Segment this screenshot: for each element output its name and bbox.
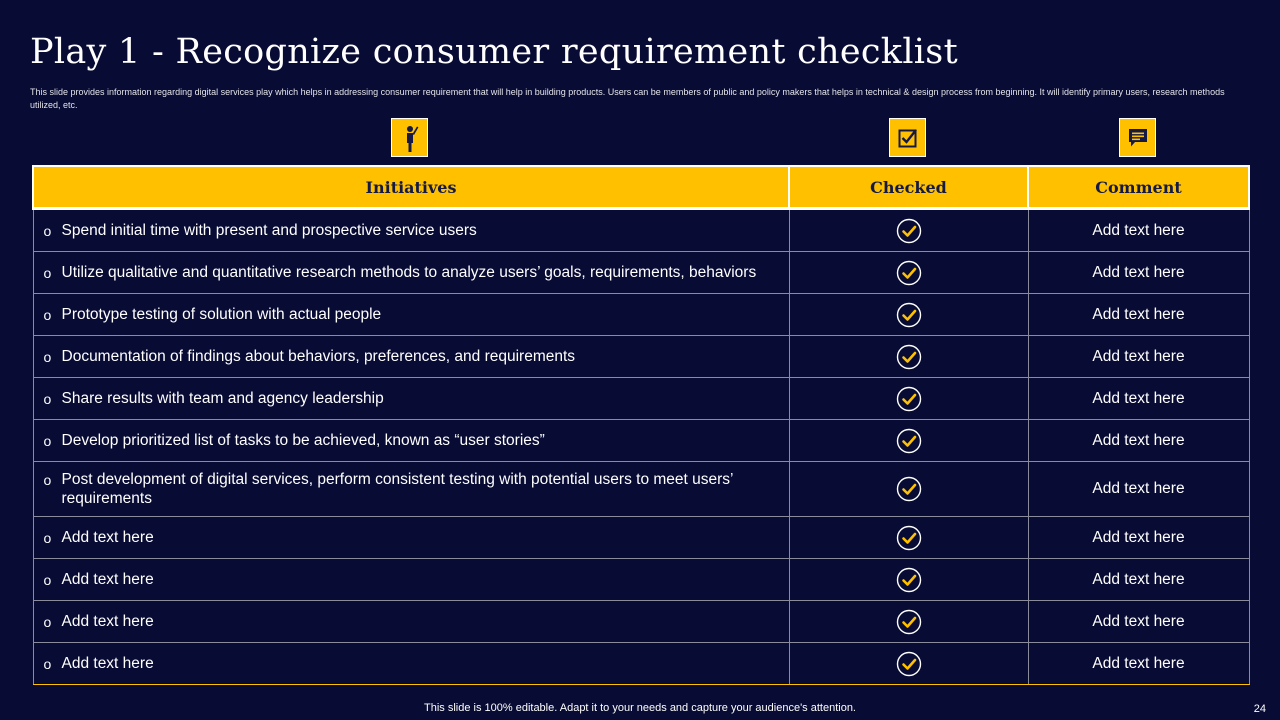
comment-cell: Add text here: [1028, 252, 1249, 294]
comment-cell: Add text here: [1028, 336, 1249, 378]
check-circle-icon: [896, 264, 922, 281]
table-row: [33, 252, 1249, 294]
check-circle-icon: [896, 571, 922, 588]
check-circle-icon: [896, 613, 922, 630]
initiative-cell: [33, 559, 789, 601]
table-row: [33, 294, 1249, 336]
initiative-text: Add text here: [61, 570, 154, 588]
table-row: [33, 336, 1249, 378]
check-circle-icon: [896, 655, 922, 672]
comment-cell: Add text here: [1028, 378, 1249, 420]
bullet-icon: o: [43, 264, 52, 281]
initiative-cell: [33, 336, 789, 378]
header-initiatives: Initiatives: [33, 166, 789, 209]
table-row: [33, 559, 1249, 601]
checked-cell: [789, 420, 1028, 462]
slide-subtitle: This slide provides information regarding digital services play which helps in addressing consumer requirement that will help in building products. Users can be members of public and policy makers that helps in technical & design process from beginning. It will identify primary users, research methods utilized, etc.: [30, 87, 1225, 110]
check-circle-icon: [896, 222, 922, 239]
checked-cell: [789, 462, 1028, 517]
check-circle-icon: [896, 432, 922, 449]
slide-footer: This slide is 100% editable. Adapt it to your needs and capture your audience's attention.: [424, 702, 856, 714]
checked-cell: [789, 643, 1028, 685]
initiative-text: Prototype testing of solution with actual people: [61, 305, 382, 323]
initiative-cell: [33, 643, 789, 685]
header-comment: Comment: [1028, 166, 1249, 209]
bullet-icon: o: [43, 571, 52, 588]
initiative-cell: [33, 209, 789, 252]
checked-cell: [789, 559, 1028, 601]
slide-title: Play 1 - Recognize consumer requirement checklist: [30, 32, 958, 72]
comment-cell: Add text here: [1028, 209, 1249, 252]
checked-cell: [789, 252, 1028, 294]
initiative-text: Add text here: [61, 612, 154, 630]
initiative-text: Develop prioritized list of tasks to be achieved, known as “user stories”: [61, 431, 545, 449]
bullet-icon: o: [43, 613, 52, 630]
check-circle-icon: [896, 348, 922, 365]
bullet-icon: o: [43, 529, 52, 546]
header-checked: Checked: [789, 166, 1028, 209]
checked-cell: [789, 336, 1028, 378]
checked-cell: [789, 601, 1028, 643]
initiative-text: Share results with team and agency leadership: [61, 389, 384, 407]
table-row: [33, 462, 1249, 517]
bullet-icon: o: [43, 348, 52, 365]
comment-cell: Add text here: [1028, 643, 1249, 685]
table-row: [33, 378, 1249, 420]
checked-cell: [789, 378, 1028, 420]
initiative-cell: [33, 517, 789, 559]
checklist-table: [32, 165, 1250, 685]
table-row: [33, 517, 1249, 559]
bullet-icon: o: [43, 655, 52, 672]
bullet-icon: o: [43, 222, 52, 239]
checked-cell: [789, 294, 1028, 336]
checked-cell: [789, 517, 1028, 559]
chat-bubble-icon: [1119, 118, 1156, 157]
bullet-icon: o: [43, 432, 52, 449]
comment-cell: Add text here: [1028, 601, 1249, 643]
checked-cell: [789, 209, 1028, 252]
initiative-cell: [33, 462, 789, 517]
check-circle-icon: [896, 306, 922, 323]
initiative-text: Spend initial time with present and prospective service users: [61, 221, 477, 239]
initiative-cell: [33, 294, 789, 336]
initiative-text: Documentation of findings about behaviors, preferences, and requirements: [61, 347, 576, 365]
initiative-cell: [33, 601, 789, 643]
initiative-text: Add text here: [61, 528, 154, 546]
check-circle-icon: [896, 529, 922, 546]
table-header-row: [33, 166, 1249, 209]
table-row: [33, 209, 1249, 252]
bullet-icon: o: [43, 472, 52, 488]
table-row: [33, 420, 1249, 462]
table-row: [33, 643, 1249, 685]
checkbox-icon: [889, 118, 926, 157]
initiative-cell: [33, 252, 789, 294]
table-row: [33, 601, 1249, 643]
comment-cell: Add text here: [1028, 420, 1249, 462]
comment-cell: Add text here: [1028, 517, 1249, 559]
person-raising-hand-icon: [391, 118, 428, 157]
initiative-cell: [33, 378, 789, 420]
check-circle-icon: [896, 390, 922, 407]
bullet-icon: o: [43, 390, 52, 407]
comment-cell: Add text here: [1028, 462, 1249, 517]
initiative-cell: [33, 420, 789, 462]
initiative-text: Utilize qualitative and quantitative research methods to analyze users’ goals, requirements, behaviors: [61, 263, 757, 281]
initiative-text: Add text here: [61, 654, 154, 672]
initiative-text: Post development of digital services, perform consistent testing with potential users to meet users’ requirements: [61, 471, 733, 507]
bullet-icon: o: [43, 306, 52, 323]
comment-cell: Add text here: [1028, 559, 1249, 601]
check-circle-icon: [896, 480, 922, 497]
page-number: 24: [1253, 703, 1266, 715]
comment-cell: Add text here: [1028, 294, 1249, 336]
